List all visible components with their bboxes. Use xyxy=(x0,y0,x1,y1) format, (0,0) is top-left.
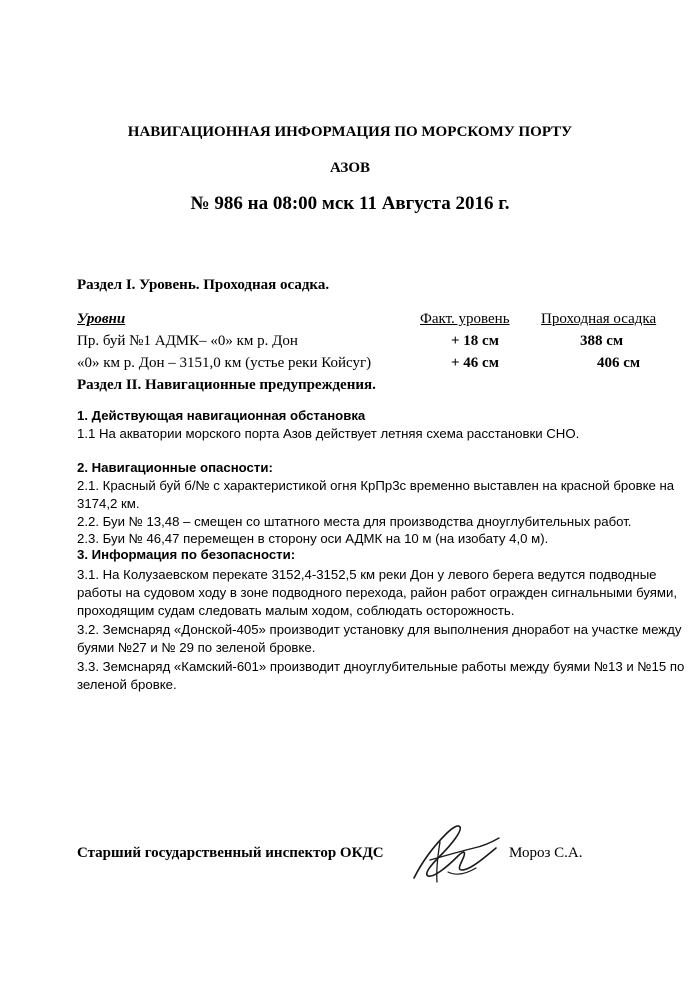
signatory-position: Старший государственный инспектор ОКДС xyxy=(77,845,384,861)
paragraph: 2.1. Красный буй б/№ с характеристикой огня КрПр3с временно выставлен на красной бровке на xyxy=(77,478,675,493)
level-row-name: «0» км р. Дон – 3151,0 км (устье реки Койсуг) xyxy=(77,355,372,371)
paragraph: 3.2. Земснаряд «Донской-405» производит установку для выполнения дноработ на участке между xyxy=(77,622,682,637)
handwritten-signature xyxy=(400,812,505,892)
paragraph: работы на судовом ходу в зоне подводного перехода, район работ огражден сигнальными буями, xyxy=(77,585,678,600)
paragraph: 2.3. Буи № 46,47 перемещен в сторону оси АДМК на 10 м (на изобату 4,0 м). xyxy=(77,531,549,546)
signatory-name: Мороз С.А. xyxy=(509,845,583,861)
paragraph: 3.1. На Колузаевском перекате 3152,4-3152,5 км реки Дон у левого берега ведутся подводные xyxy=(77,567,657,582)
column-header-draft: Проходная осадка xyxy=(541,311,657,327)
section-1-title: Раздел I. Уровень. Проходная осадка. xyxy=(77,277,330,293)
paragraph: 2.2. Буи № 13,48 – смещен со штатного места для производства дноуглубительных работ. xyxy=(77,514,632,529)
subsection-heading: 2. Навигационные опасности: xyxy=(77,460,273,475)
paragraph: зеленой бровке. xyxy=(77,677,177,692)
document-title: НАВИГАЦИОННАЯ ИНФОРМАЦИЯ ПО МОРСКОМУ ПОРТУ xyxy=(127,124,573,140)
column-header-levels: Уровни xyxy=(77,311,126,327)
paragraph: 1.1 На акватории морского порта Азов действует летняя схема расстановки СНО. xyxy=(77,426,580,441)
level-row-draft: 406 см xyxy=(597,355,641,371)
level-row-draft: 388 см xyxy=(580,333,624,349)
level-row-fact: + 46 см xyxy=(451,355,499,371)
port-name: АЗОВ xyxy=(329,160,371,176)
subsection-heading: 1. Действующая навигационная обстановка xyxy=(77,408,366,423)
level-row-name: Пр. буй №1 АДМК– «0» км р. Дон xyxy=(77,333,298,349)
paragraph: 3174,2 км. xyxy=(77,496,140,511)
paragraph: 3.3. Земснаряд «Камский-601» производит дноуглубительные работы между буями №13 и №15 по xyxy=(77,659,685,674)
level-row-fact: + 18 см xyxy=(451,333,499,349)
column-header-fact-level: Факт. уровень xyxy=(420,311,510,327)
section-2-title: Раздел II. Навигационные предупреждения. xyxy=(77,377,376,393)
subsection-heading: 3. Информация по безопасности: xyxy=(77,547,296,562)
paragraph: буями №27 и № 29 по зеленой бровке. xyxy=(77,640,316,655)
bulletin-number-date: № 986 на 08:00 мск 11 Августа 2016 г. xyxy=(190,193,510,214)
paragraph: проходящим судам следовать малым ходом, соблюдать осторожность. xyxy=(77,603,515,618)
